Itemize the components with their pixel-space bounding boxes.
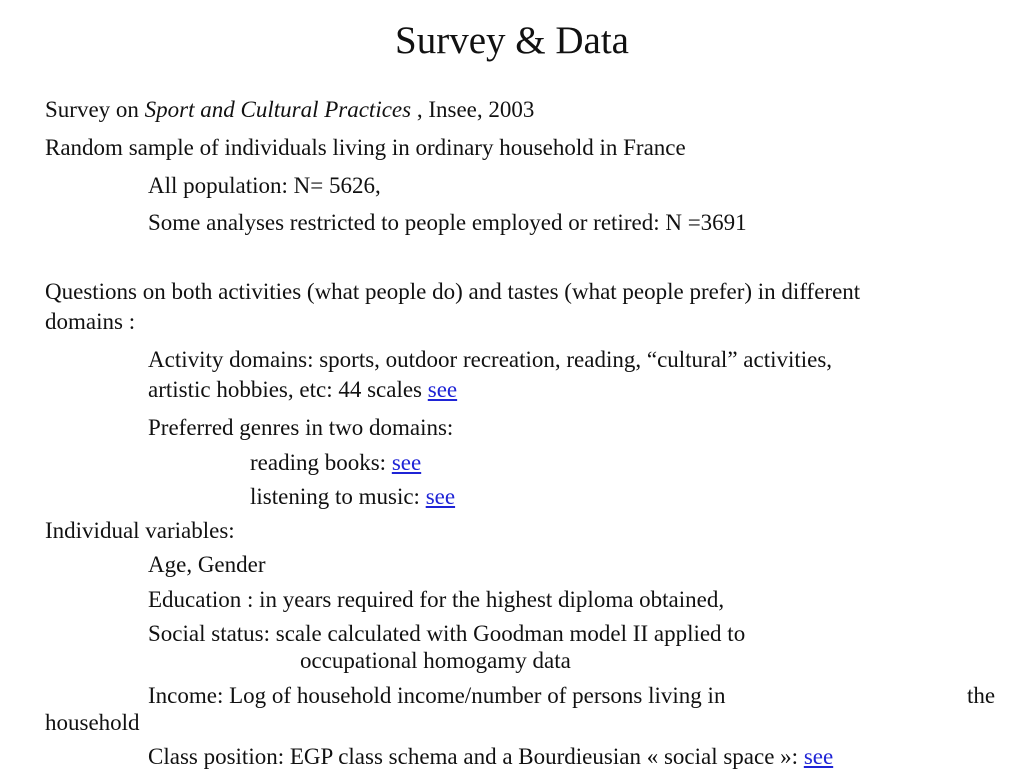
listening-music-see-link[interactable]: see	[425, 484, 456, 509]
survey-line	[45, 96, 534, 123]
income-line-2: household	[45, 710, 140, 735]
questions-line-2: domains :	[45, 309, 136, 334]
reading-books-text: reading books:	[250, 450, 392, 475]
questions-line-1: Questions on both activities (what people do) and tastes (what people prefer) in different	[45, 279, 861, 304]
education-line: Education : in years required for the highest diploma obtained,	[148, 587, 725, 612]
all-population-line: All population: N= 5626,	[148, 173, 381, 198]
restricted-sample-line: Some analyses restricted to people employed or retired: N =3691	[148, 210, 747, 235]
social-status-line-2: occupational homogamy data	[300, 648, 571, 673]
listening-music-text: listening to music:	[250, 484, 426, 509]
survey-suffix: , Insee, 2003	[411, 97, 535, 122]
social-status-line-1: Social status: scale calculated with Goodman model II applied to	[148, 621, 746, 646]
activity-domains-line-2	[148, 376, 457, 403]
sample-line: Random sample of individuals living in ordinary household in France	[45, 135, 686, 160]
preferred-genres-line: Preferred genres in two domains:	[148, 415, 454, 440]
income-the-word: the	[967, 683, 996, 708]
class-position-line	[148, 743, 833, 770]
individual-variables-heading: Individual variables:	[45, 518, 235, 543]
reading-books-see-link[interactable]: see	[391, 450, 422, 475]
survey-prefix: Survey on	[45, 97, 145, 122]
slide-title: Survey & Data	[395, 19, 629, 62]
class-position-see-link[interactable]: see	[803, 744, 834, 769]
activity-domains-line-1: Activity domains: sports, outdoor recreation, reading, “cultural” activities,	[148, 347, 833, 372]
listening-music-line	[250, 483, 455, 510]
reading-books-line	[250, 449, 421, 476]
age-gender-line: Age, Gender	[148, 552, 266, 577]
income-line-1: Income: Log of household income/number of persons living in	[148, 683, 726, 708]
activity-domains-text: artistic hobbies, etc: 44 scales	[148, 377, 428, 402]
survey-name: Sport and Cultural Practices	[144, 97, 412, 122]
class-position-text: Class position: EGP class schema and a Bourdieusian « social space »:	[148, 744, 804, 769]
activity-scales-see-link[interactable]: see	[427, 377, 458, 402]
